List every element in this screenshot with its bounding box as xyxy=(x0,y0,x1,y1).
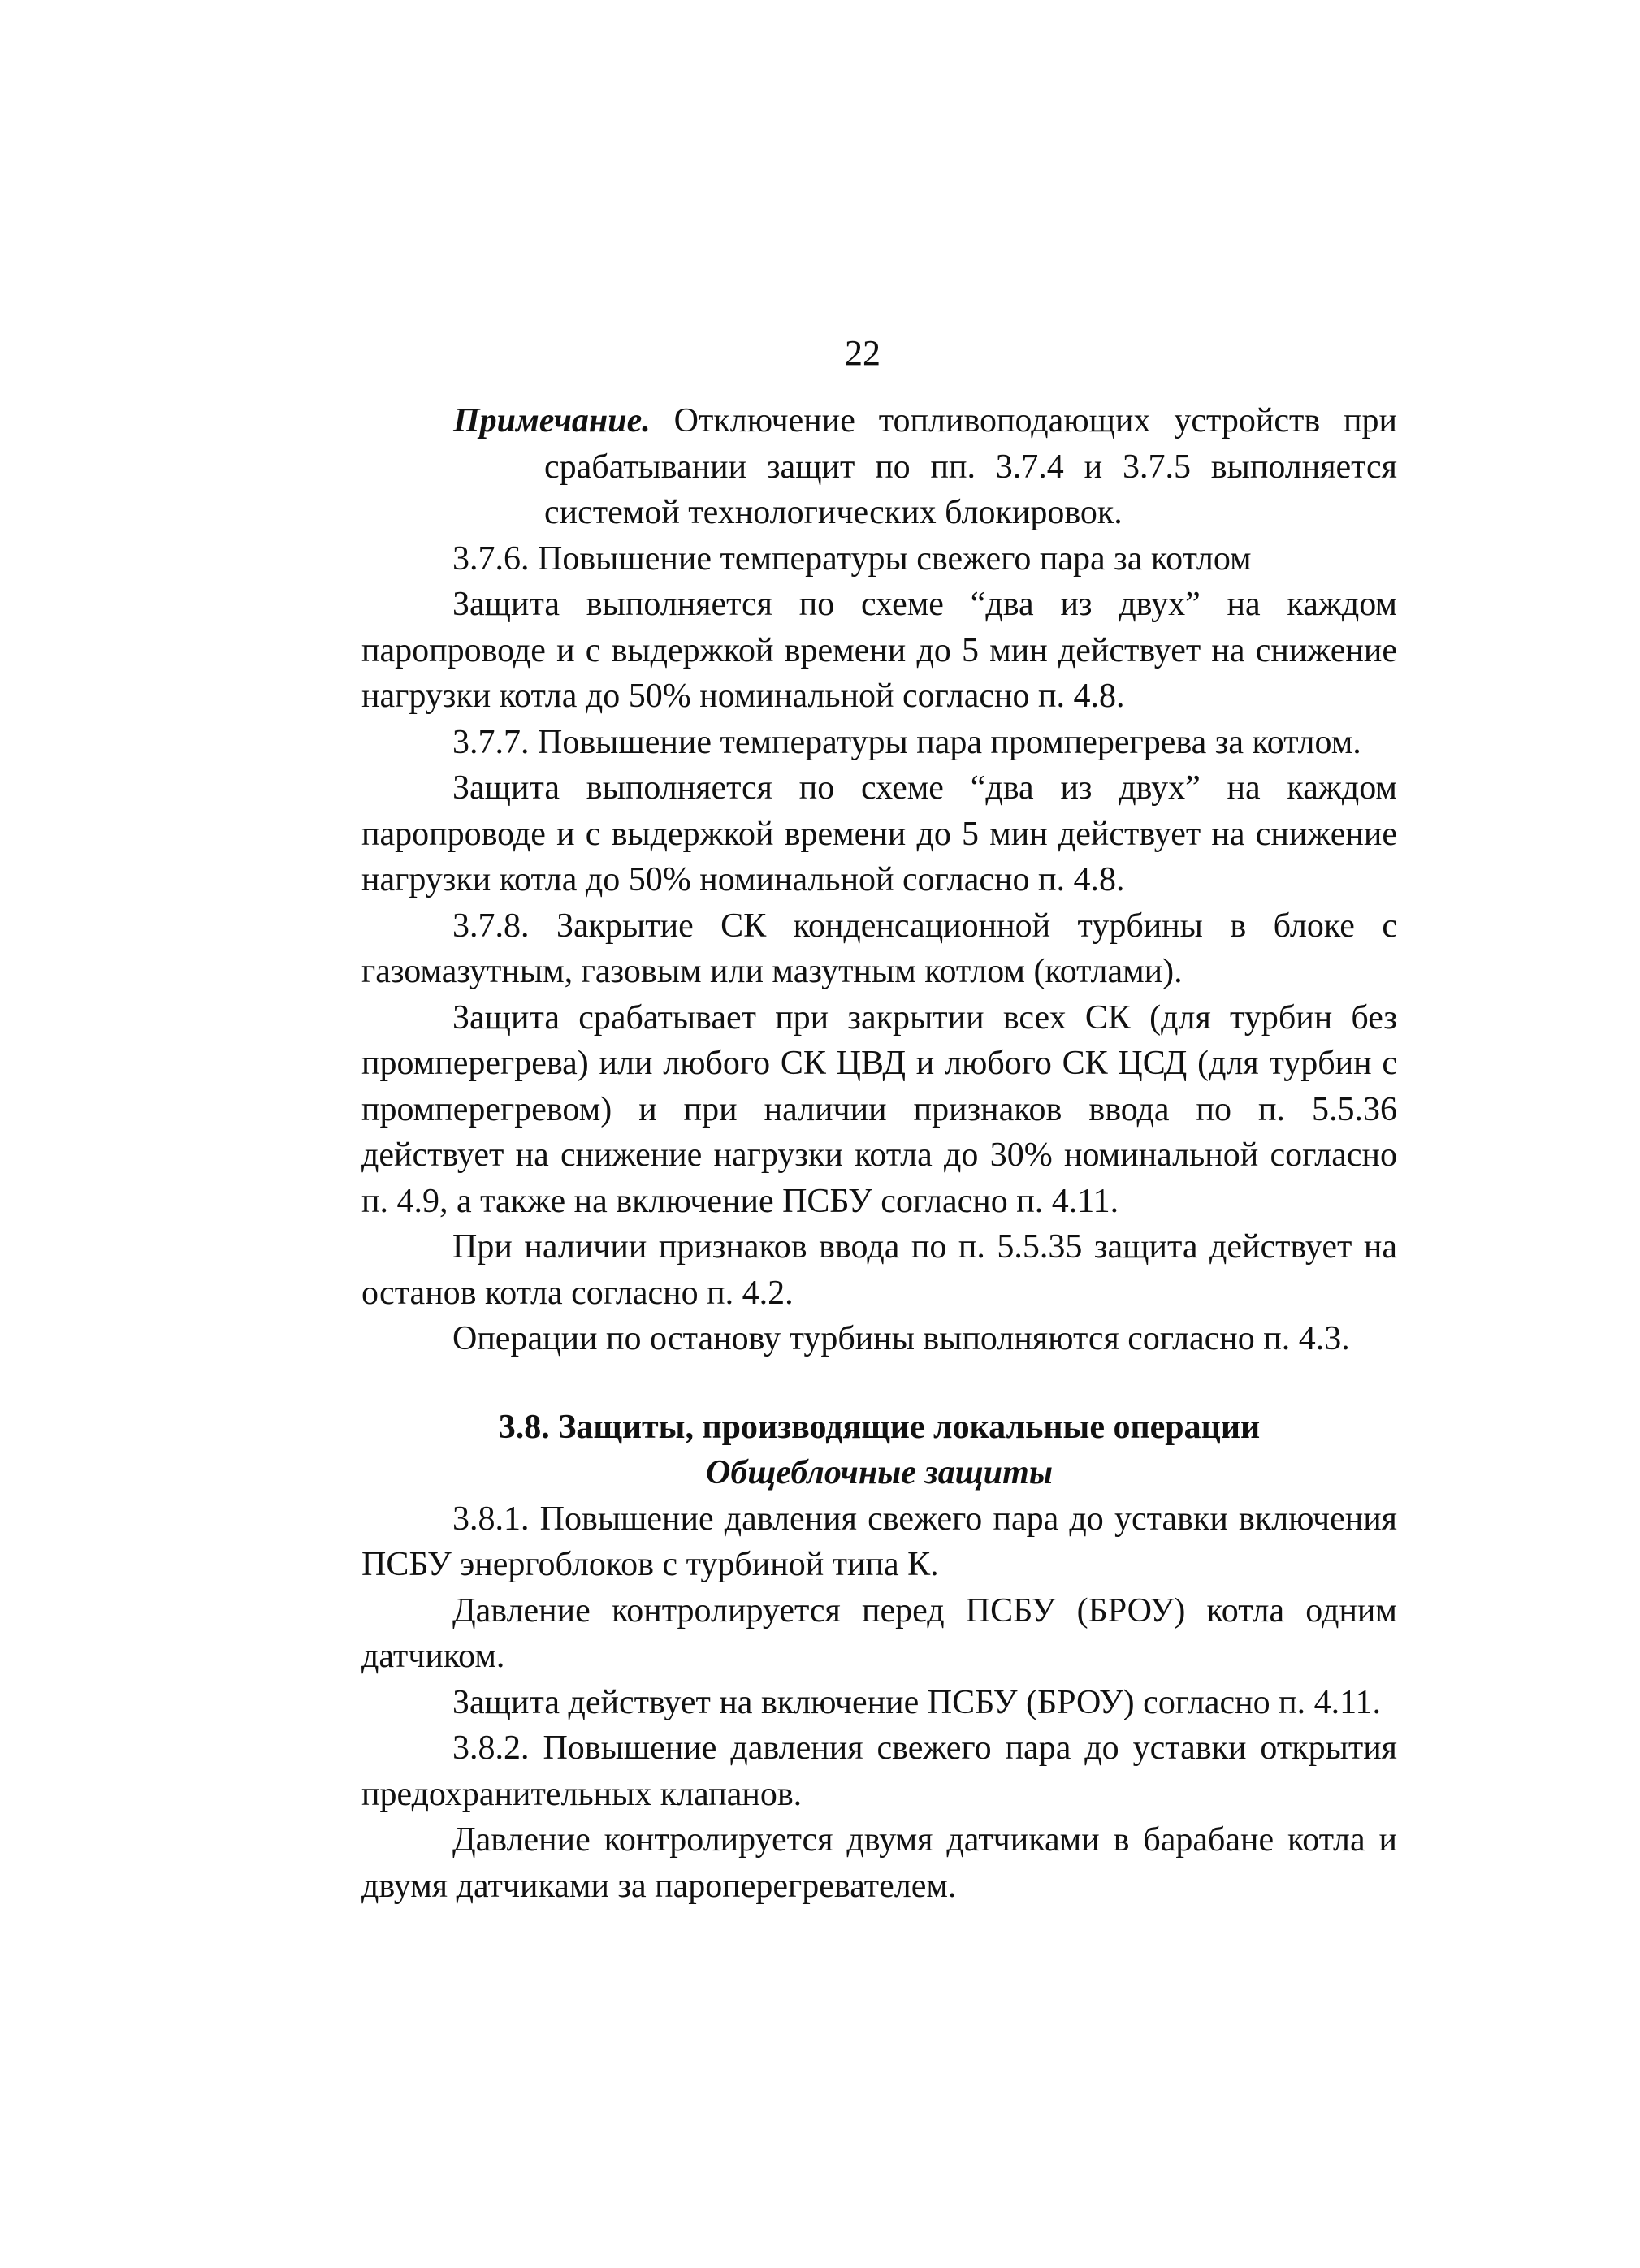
page-content xyxy=(361,398,1397,1909)
paragraph-3-8-1-title: 3.8.1. Повышение давления свежего пара до уставки включения ПСБУ энергоблоков с турбиной типа К. xyxy=(361,1500,1397,1583)
note xyxy=(361,398,1397,536)
paragraph: Операции по останову турбины выполняются согласно п. 4.3. xyxy=(452,1320,1350,1357)
paragraph: При наличии признаков ввода по п. 5.5.35 защита действует на останов котла согласно п. 4.2. xyxy=(361,1228,1397,1312)
paragraph-3-7-7-title: 3.7.7. Повышение температуры пара промперегрева за котлом. xyxy=(452,723,1361,761)
paragraph: Давление контролируется перед ПСБУ (БРОУ) котла одним датчиком. xyxy=(361,1591,1397,1675)
paragraph: Защита выполняется по схеме “два из двух” на каждом паропроводе и с выдержкой времени до 5 мин действует на снижение нагрузки котла до 50% номинальной согласно п. 4.8. xyxy=(361,586,1397,715)
page-number: 22 xyxy=(845,333,881,373)
section-title: 3.8. Защиты, производящие локальные операции xyxy=(498,1408,1261,1446)
paragraph-3-7-6-title: 3.7.6. Повышение температуры свежего пара за котлом xyxy=(452,539,1252,578)
note-text: Отключение топливоподающих устройств при срабатывании защит по пп. 3.7.4 и 3.7.5 выполняется системой технологических блокировок. xyxy=(544,402,1397,531)
paragraph: Защита срабатывает при закрытии всех СК (для турбин без промперегрева) или любого СК ЦВД и любого СК ЦСД (для турбин с промперегревом) и при наличии признаков ввода по п. 5.5.36 действует на снижение нагрузки котла до 30% номинальной согласно п. 4.9, а также на включение ПСБУ согласно п. 4.11. xyxy=(361,998,1397,1220)
paragraph: Давление контролируется двумя датчиками в барабане котла и двумя датчиками за пароперегревателем. xyxy=(361,1821,1397,1905)
paragraph-3-8-2-title: 3.8.2. Повышение давления свежего пара до уставки открытия предохранительных клапанов. xyxy=(361,1729,1397,1813)
paragraph-3-7-8-title: 3.7.8. Закрытие СК конденсационной турбины в блоке с газомазутным, газовым или мазутным котлом (котлами). xyxy=(361,907,1397,990)
paragraph: Защита выполняется по схеме “два из двух” на каждом паропроводе и с выдержкой времени до 5 мин действует на снижение нагрузки котла до 50% номинальной согласно п. 4.8. xyxy=(361,769,1397,898)
paragraph: Защита действует на включение ПСБУ (БРОУ) согласно п. 4.11. xyxy=(452,1683,1382,1721)
subsection-title: Общеблочные защиты xyxy=(706,1454,1053,1491)
note-label: Примечание. xyxy=(453,402,651,439)
